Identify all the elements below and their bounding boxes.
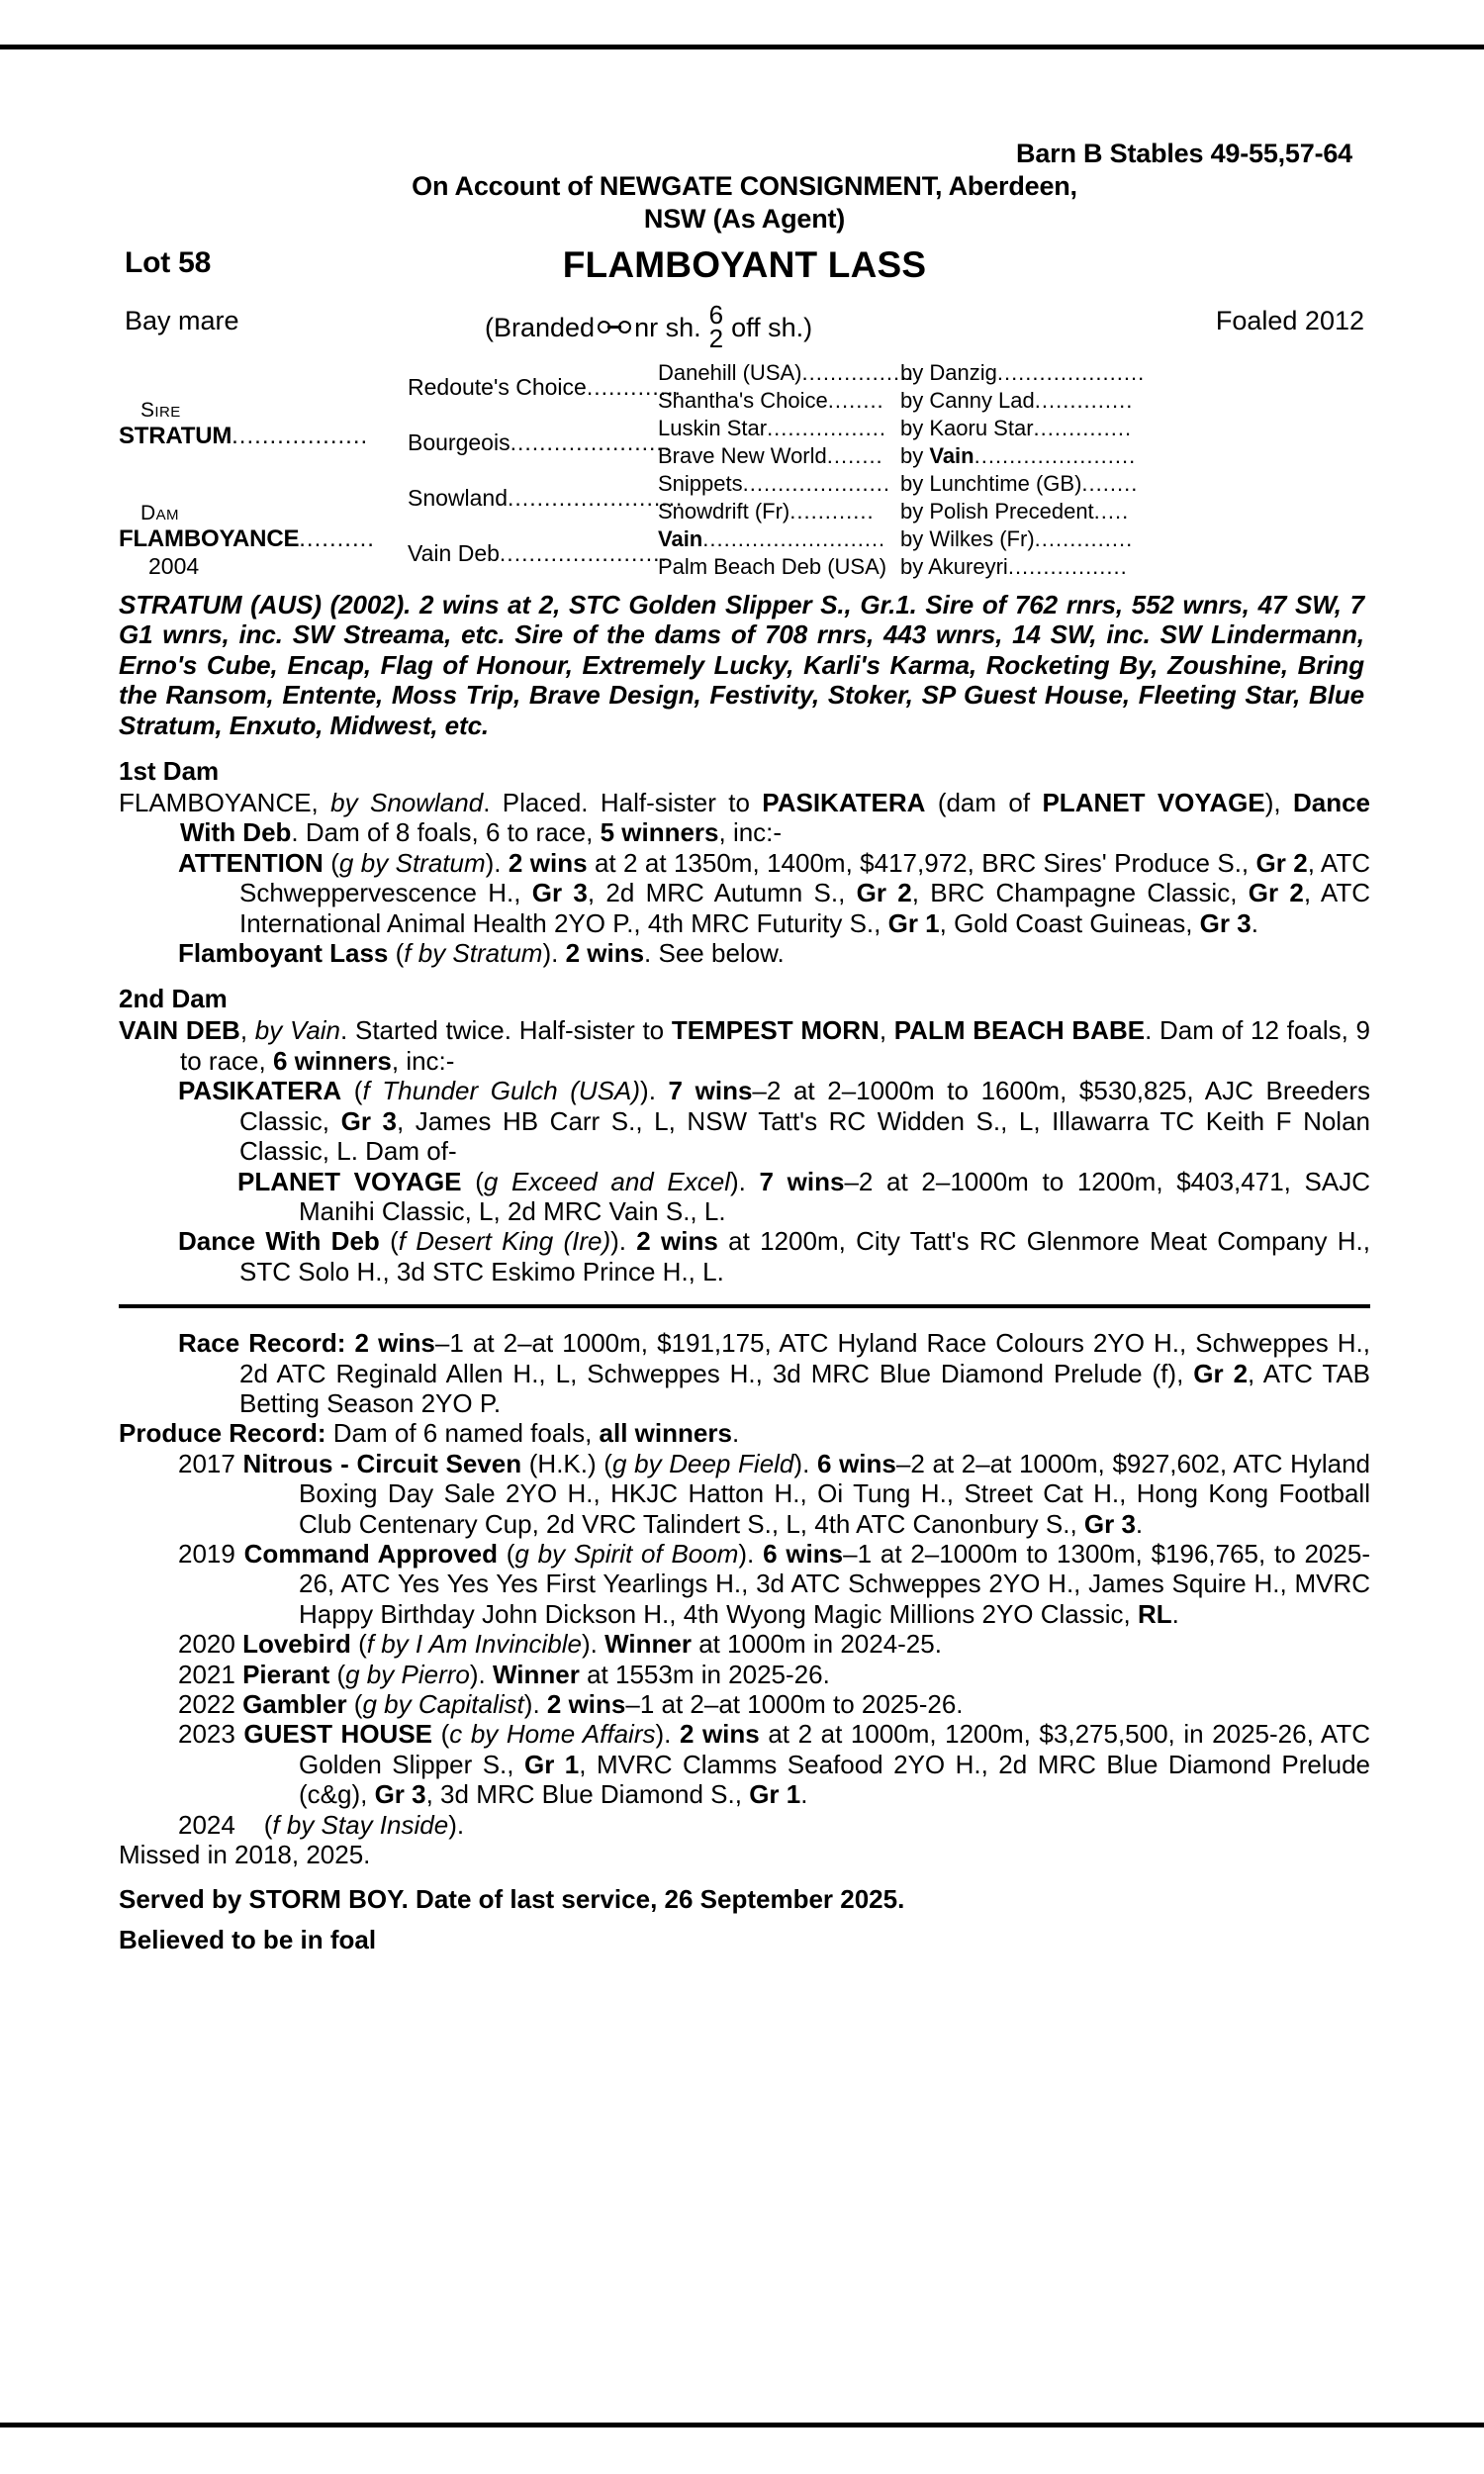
colour-sex: Bay mare xyxy=(125,306,239,336)
pedigree-col-grandparents xyxy=(408,359,684,581)
foal-text: (f by Stay Inside). xyxy=(263,1809,465,1840)
sireof-row xyxy=(900,415,1197,442)
dam-year: 2004 xyxy=(148,553,200,580)
page-title: FLAMBOYANT LASS xyxy=(562,244,927,286)
sire-label: Sire xyxy=(140,399,181,423)
ggparent-name: Vain xyxy=(658,526,703,552)
sireof-row xyxy=(900,553,1197,581)
foal-text: Command Approved (g by Spirit of Boom). 6 wins–1 at 2–1000m to 1300m, $196,765, to 2025-26, ATC Yes Yes Yes First Yearlings H., 3d ATC Schweppes 2YO H., James Squire H., MVRC Happy Birthday John Dickson H., 4th Wyong Magic Millions 2YO Classic, RL. xyxy=(243,1538,1371,1629)
foal-year: 2022 xyxy=(178,1689,235,1720)
foal-text: Pierant (g by Pierro). Winner at 1553m in 2025-26. xyxy=(242,1659,830,1689)
sireof-dots: ....................... xyxy=(974,443,1137,469)
ggparent-row xyxy=(658,553,905,581)
bottom-rule xyxy=(0,2423,1484,2427)
foal-year: 2019 xyxy=(178,1538,235,1569)
produce-foal-row xyxy=(119,1449,1370,1539)
sireof-text: by Kaoru Star xyxy=(900,416,1034,441)
foal-text: Lovebird (f by I Am Invincible). Winner at 1000m in 2024-25. xyxy=(242,1629,942,1660)
produce-foal-row xyxy=(119,1629,1370,1659)
ggparent-name: Palm Beach Deb (USA) xyxy=(658,554,887,580)
sireof-dots: .............. xyxy=(1034,388,1134,414)
produce-foal-row xyxy=(119,1810,1370,1840)
pedigree-col-parents xyxy=(119,359,416,580)
sire-name-text: STRATUM xyxy=(119,423,232,450)
brand-number-bottom: 2 xyxy=(708,323,724,353)
second-dam-entry: PLANET VOYAGE (g Exceed and Excel). 7 wins–2 at 2–1000m to 1200m, $403,471, SAJC Manihi Classic, L, 2d MRC Vain S., L. xyxy=(237,1166,1370,1226)
dam-name-text: FLAMBOYANCE xyxy=(119,525,300,553)
foal-year: 2017 xyxy=(178,1448,235,1478)
foal-year: 2021 xyxy=(178,1659,235,1689)
brand-mark-icon xyxy=(598,321,631,334)
ggparent-dots: ..................... xyxy=(742,471,890,497)
section-divider xyxy=(119,1304,1370,1308)
lot-row xyxy=(119,246,1370,296)
served-by-line: Served by STORM BOY. Date of last service, 26 September 2025. xyxy=(119,1884,905,1915)
grandparent-name: Snowland xyxy=(408,485,509,512)
produce-record-header xyxy=(119,1418,1370,1448)
grandparent-row xyxy=(408,525,668,581)
sire-name xyxy=(119,423,416,450)
ggparent-dots: ........ xyxy=(827,388,884,414)
foaled-year: Foaled 2012 xyxy=(1215,306,1364,336)
first-dam-main: FLAMBOYANCE, by Snowland. Placed. Half-sister to PASIKATERA (dam of PLANET VOYAGE), Dance With Deb. Dam of 8 foals, 6 to race, 5 winners, inc:- xyxy=(119,788,1370,848)
branded-mid: nr sh. xyxy=(634,313,701,343)
lot-number: Lot 58 xyxy=(125,246,212,280)
top-rule xyxy=(0,45,1484,49)
sireof-text: by Canny Lad xyxy=(900,388,1035,414)
pedigree-col-sires-of xyxy=(900,359,1197,581)
sireof-text: by Danzig xyxy=(900,360,997,386)
sireof-row xyxy=(900,470,1197,498)
ggparent-row xyxy=(658,415,905,442)
ggparent-dots: ................ xyxy=(801,360,915,386)
grandparent-dots: ............. xyxy=(586,374,682,401)
ggparent-dots: ........ xyxy=(826,443,883,469)
sireof-text: by Akureyri xyxy=(900,554,1008,580)
grandparent-name: Redoute's Choice xyxy=(408,374,587,401)
second-dam-entry: Dance With Deb (f Desert King (Ire)). 2 wins at 1200m, City Tatt's RC Glenmore Meat Company H., STC Solo H., 3d STC Eskimo Prince H., L. xyxy=(178,1226,1371,1286)
sireof-dots: .............. xyxy=(1034,526,1134,552)
sire-dots: .................. xyxy=(232,423,369,450)
foal-text: GUEST HOUSE (c by Home Affairs). 2 wins at 2 at 1000m, 1200m, $3,275,500, in 2025-26, ATC Golden Slipper S., Gr 1, MVRC Clamms Seafood 2YO H., 2d MRC Blue Diamond Prelude (c&g), Gr 3, 3d MRC Blue Diamond S., Gr 1. xyxy=(243,1719,1371,1810)
sireof-dots: ................. xyxy=(1007,554,1128,580)
race-record-text: 2 wins–1 at 2–at 1000m, $191,175, ATC Hyland Race Colours 2YO H., Schweppes H., 2d ATC Reginald Allen H., L, Schweppes H., 3d MRC Blue Diamond Prelude (f), Gr 2, ATC TAB Betting Season 2YO P. xyxy=(239,1328,1371,1418)
grandparent-row xyxy=(408,415,672,470)
second-dam-heading: 2nd Dam xyxy=(119,984,228,1014)
ggparent-dots: ............ xyxy=(789,499,875,524)
race-record xyxy=(119,1328,1370,1418)
ggparent-row xyxy=(658,498,905,525)
horse-info-row xyxy=(119,296,1370,351)
foal-text: Nitrous - Circuit Seven (H.K.) (g by Deep Field). 6 wins–2 at 2–at 1000m, $927,602, ATC Hyland Boxing Day Sale 2YO H., HKJC Hatton H., Oi Tung H., Street Cat H., Hong Kong Football Club Centenary Cup, 2d VRC Talindert S., L, 4th ATC Canonbury S., Gr 3. xyxy=(242,1448,1371,1539)
brand-number-top: 6 xyxy=(708,300,724,331)
ggparent-name: Brave New World xyxy=(658,443,827,469)
sireof-row xyxy=(900,387,1197,415)
produce-record-text: Dam of 6 named foals, all winners. xyxy=(332,1418,740,1449)
produce-foal-row xyxy=(119,1660,1370,1689)
consignment-line-2: NSW (As Agent) xyxy=(643,203,846,234)
ggparent-name: Shantha's Choice xyxy=(658,388,828,414)
grandparent-dots: ...................... xyxy=(510,429,672,456)
first-dam-heading: 1st Dam xyxy=(119,756,220,787)
grandparent-name: Vain Deb xyxy=(408,540,500,567)
grandparent-name: Bourgeois xyxy=(408,429,510,456)
foal-year: 2024 xyxy=(178,1809,235,1840)
second-dam-entry: PASIKATERA (f Thunder Gulch (USA)). 7 wins–2 at 2–1000m to 1600m, $530,825, AJC Breeders Classic, Gr 3, James HB Carr S., L, NSW Tatt's RC Widden S., L, Illawarra TC Keith F Nolan Classic, L. Dam of- xyxy=(178,1076,1371,1167)
page-content xyxy=(119,139,1370,1955)
ggparent-row xyxy=(658,442,905,470)
sireof-row xyxy=(900,525,1197,553)
grandparent-row xyxy=(408,470,684,525)
barn-stables-text: Barn B Stables 49-55,57-64 xyxy=(1016,139,1352,168)
produce-record-label: Produce Record: xyxy=(119,1418,326,1449)
ggparent-row xyxy=(658,525,905,553)
ggparent-name: Snippets xyxy=(658,471,743,497)
sireof-text: by Lunchtime (GB) xyxy=(900,471,1082,497)
sireof-dots: .............. xyxy=(1033,416,1133,441)
produce-foal-row xyxy=(119,1689,1370,1719)
foal-year: 2020 xyxy=(178,1629,235,1660)
sireof-row xyxy=(900,498,1197,525)
foal-year: 2023 xyxy=(178,1719,235,1750)
dam-label: Dam xyxy=(140,502,179,525)
sire-summary: STRATUM (AUS) (2002). 2 wins at 2, STC Golden Slipper S., Gr.1. Sire of 762 rnrs, 552 wnrs, 47 SW, 7 G1 wnrs, inc. SW Streama, etc. Sire of the dams of 708 rnrs, 443 wnrs, 14 SW, inc. SW Lindermann, Erno's Cube, Encap, Flag of Honour, Extremely Lucky, Karli's Karma, Rocketing By, Zoushine, Bring the Ransom, Entente, Moss Trip, Brave Design, Festivity, Stoker, SP Guest House, Fleeting Star, Blue Stratum, Enxuto, Midwest, etc. xyxy=(119,590,1364,740)
pedigree-table xyxy=(119,359,1370,582)
ggparent-dots: .......................... xyxy=(702,526,886,552)
produce-missed: Missed in 2018, 2025. xyxy=(119,1840,371,1870)
grandparent-dots: ........................ xyxy=(508,485,684,512)
first-dam-entry: Flamboyant Lass (f by Stratum). 2 wins. See below. xyxy=(178,938,785,969)
ggparent-dots: ................. xyxy=(767,416,886,441)
first-dam-entry: ATTENTION (g by Stratum). 2 wins at 2 at 1350m, 1400m, $417,972, BRC Sires' Produce S., Gr 2, ATC Schweppervescence H., Gr 3, 2d MRC Autumn S., Gr 2, BRC Champagne Classic, Gr 2, ATC International Animal Health 2YO P., 4th MRC Futurity S., Gr 1, Gold Coast Guineas, Gr 3. xyxy=(178,847,1370,938)
ggparent-row xyxy=(658,387,905,415)
race-record-label: Race Record: xyxy=(178,1328,346,1359)
sireof-row xyxy=(900,442,1197,470)
branding-info xyxy=(485,300,813,353)
brand-number-stack xyxy=(708,300,724,353)
sireof-text: by Wilkes (Fr) xyxy=(900,526,1035,552)
consignment-line-1: On Account of NEWGATE CONSIGNMENT, Aberdeen, xyxy=(412,171,1077,202)
second-dam-main: VAIN DEB, by Vain. Started twice. Half-sister to TEMPEST MORN, PALM BEACH BABE. Dam of 12 foals, 9 to race, 6 winners, inc:- xyxy=(119,1015,1371,1076)
ggparent-name: Danehill (USA) xyxy=(658,360,802,386)
sireof-dots: ........ xyxy=(1081,471,1139,497)
ggparent-row xyxy=(658,470,905,498)
sireof-row xyxy=(900,359,1197,387)
branded-suffix: off sh.) xyxy=(731,313,813,343)
ggparent-name: Luskin Star xyxy=(658,416,768,441)
ggparent-name: Snowdrift (Fr) xyxy=(658,499,790,524)
sireof-bold-word: Vain xyxy=(929,443,974,469)
sireof-text: by Polish Precedent xyxy=(900,499,1094,524)
sireof-dots: ..................... xyxy=(996,360,1146,386)
foal-text: Gambler (g by Capitalist). 2 wins–1 at 2–at 1000m to 2025-26. xyxy=(242,1689,964,1720)
produce-foal-row xyxy=(119,1539,1370,1629)
produce-foal-row xyxy=(119,1719,1370,1809)
branded-prefix: (Branded xyxy=(485,313,596,343)
grandparent-row xyxy=(408,359,682,415)
grandparent-dots: ....................... xyxy=(499,540,668,567)
consignment-text xyxy=(119,170,1370,235)
ggparent-row xyxy=(658,359,915,387)
dam-name xyxy=(119,525,416,553)
sireof-text: by xyxy=(900,443,930,469)
sireof-dots: ..... xyxy=(1093,499,1130,524)
dam-dots: .......... xyxy=(299,525,375,553)
in-foal-status: Believed to be in foal xyxy=(119,1924,377,1954)
